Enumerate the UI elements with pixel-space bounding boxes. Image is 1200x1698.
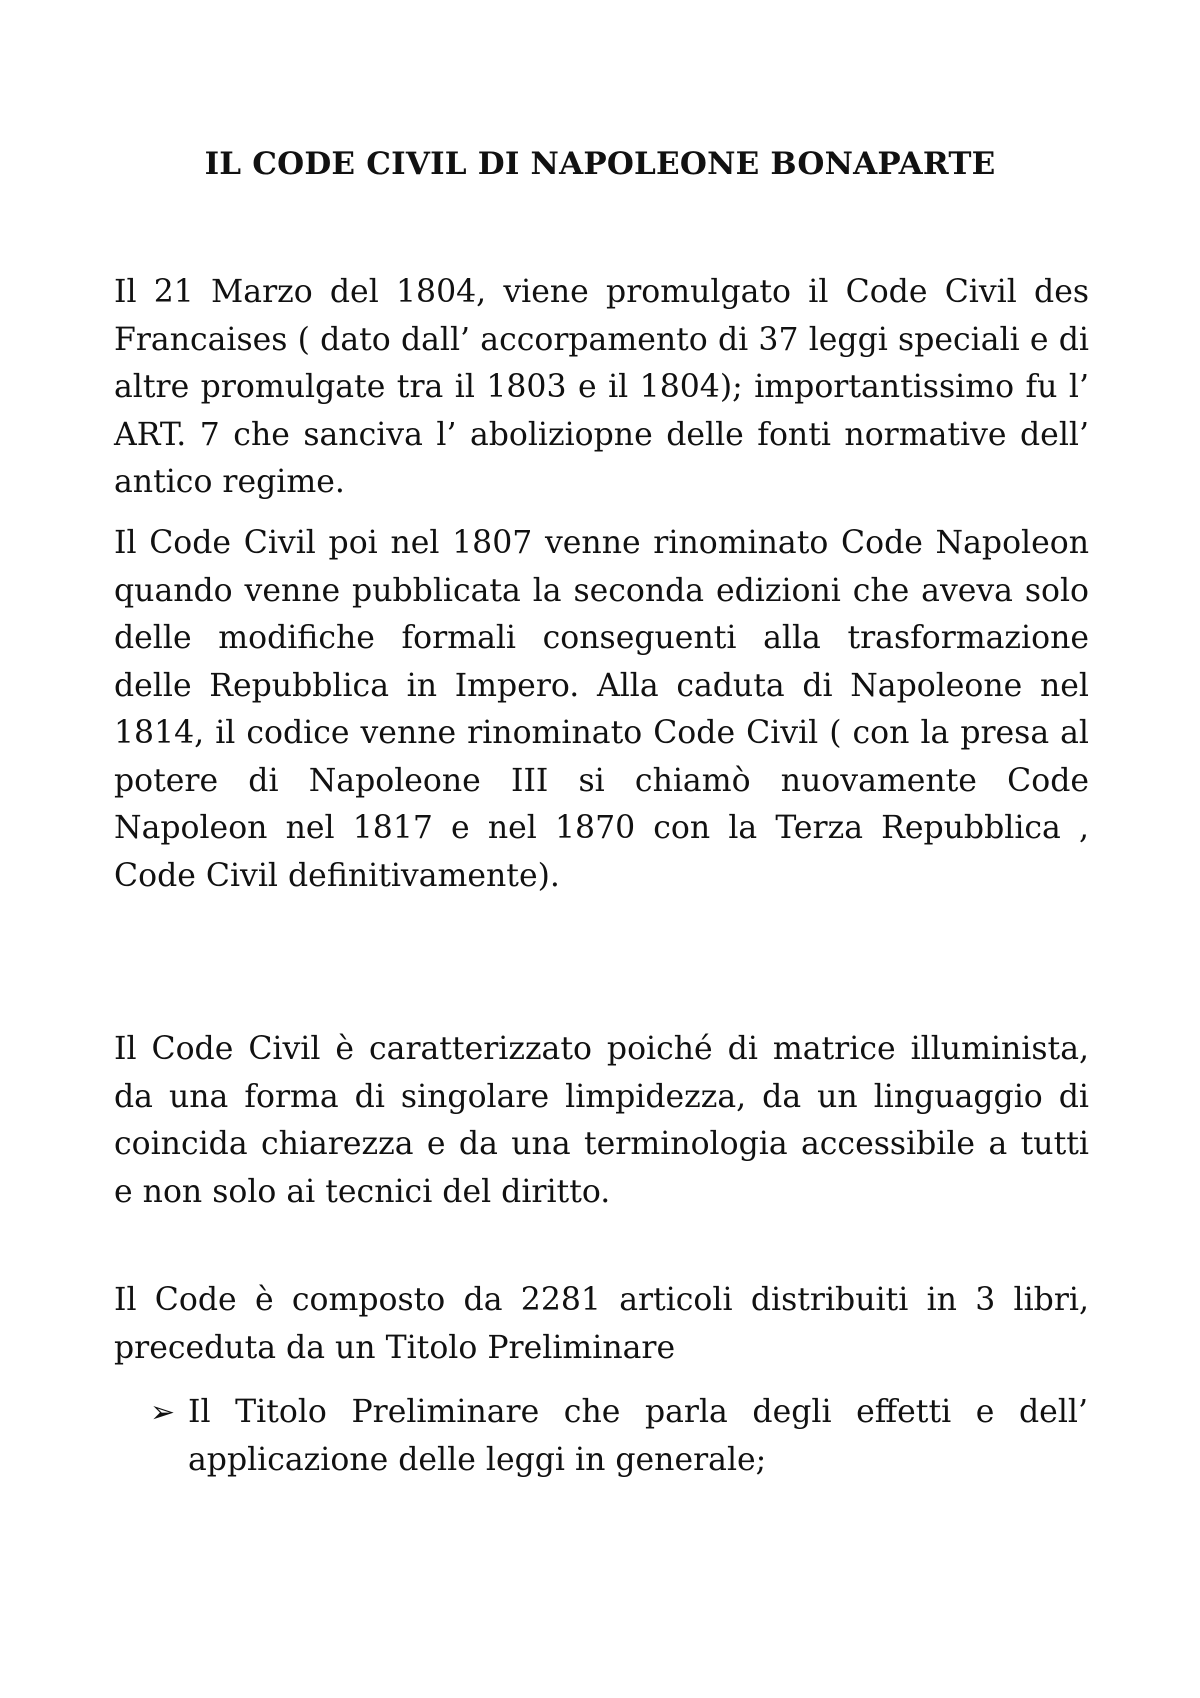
- paragraph-renaming: Il Code Civil poi nel 1807 venne rinominato Code Napoleon quando venne pubblicata la seconda edizioni che aveva solo delle modifiche formali conseguenti alla trasformazione delle Repubblica in Impero. Alla caduta di Napoleone nel 1814, il codice venne rinominato Code Civil ( con la presa al potere di Napoleone III si chiamò nuovamente Code Napoleon nel 1817 e nel 1870 con la Terza Repubblica , Code Civil definitivamente).: [114, 525, 1089, 894]
- paragraph-composition: Il Code è composto da 2281 articoli distribuiti in 3 libri, preceduta da un Titolo Preliminare: [114, 1282, 1089, 1366]
- list-item-text: Il Titolo Preliminare che parla degli effetti e dell’ applicazione delle leggi in generale;: [188, 1394, 1088, 1478]
- arrow-bullet-icon: ➢: [150, 1395, 176, 1430]
- document-title: IL CODE CIVIL DI NAPOLEONE BONAPARTE: [204, 146, 996, 182]
- paragraph-characteristics: Il Code Civil è caratterizzato poiché di matrice illuminista, da una forma di singolare limpidezza, da un linguaggio di coincida chiarezza e da una terminologia accessibile a tutti e non solo ai tecnici del diritto.: [114, 1031, 1089, 1210]
- list-item: [150, 1389, 1088, 1484]
- paragraph-promulgation: Il 21 Marzo del 1804, viene promulgato il Code Civil des Francaises ( dato dall’ accorpamento di 37 leggi speciali e di altre promulgate tra il 1803 e il 1804); importantissimo fu l’ ART. 7 che sanciva l’ aboliziopne delle fonti normative dell’ antico regime.: [114, 274, 1089, 500]
